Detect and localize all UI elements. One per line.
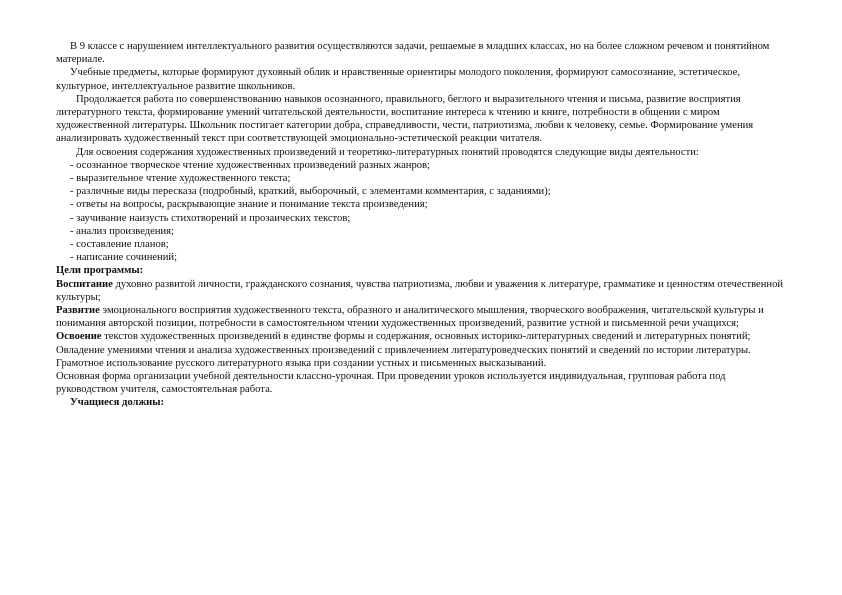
list-item: - осознанное творческое чтение художественных произведений разных жанров; (70, 159, 431, 171)
goal-term: Воспитание (56, 278, 113, 290)
intro-paragraph-2: Учебные предметы, которые формируют духовный облик и нравственные ориентиры молодого поколения, формируют самосознание, эстетическое, культурное, интеллектуальное развитие школьников. (56, 67, 740, 92)
list-item: - выразительное чтение художественного текста; (70, 173, 291, 185)
goal-text: эмоционального восприятия художественного текста, образного и аналитического мышления, творческого воображения, читательской культуры и понимания авторской позиции, потребности в самостоятельном чтении художественных произведений, развитие устной и письменной речи учащихся; (56, 305, 764, 330)
activities-list (56, 159, 786, 265)
list-item: - составление планов; (70, 239, 169, 251)
goal-term: Развитие (56, 305, 100, 317)
list-item: - ответы на вопросы, раскрывающие знание и понимание текста произведения; (70, 199, 428, 211)
list-item: - различные виды пересказа (подробный, краткий, выборочный, с элементами комментария, с заданиями); (70, 186, 551, 198)
goal-term: Освоение (56, 331, 102, 343)
document-page (56, 40, 786, 410)
goal-upbringing (56, 278, 786, 304)
intro-paragraph-1: В 9 классе с нарушением интеллектуального развития осуществляются задачи, решаемые в младших классах, но на более сложном речевом и понятийном материале. (56, 41, 770, 66)
goal-mastering (56, 330, 786, 343)
list-item: - заучивание наизусть стихотворений и прозаических текстов; (70, 212, 351, 224)
goals-heading: Цели программы: (56, 265, 144, 277)
intro-paragraph-3: Продолжается работа по совершенствованию навыков осознанного, правильного, беглого и выразительного чтения и письма, развитие восприятия литературного текста, формирование умений читательской деятельности, воспитание интереса к чтению и книге, потребности в общении с миром художественной литературы. Школьник постигает категории добра, справедливости, чести, патриотизма, любви к человеку, семье. Формирование умения анализировать художественный текст при соответствующей эмоционально-эстетической реакции читателя. (56, 93, 754, 145)
goal-text: духовно развитой личности, гражданского сознания, чувства патриотизма, любви и уважения к литературе, грамматике и ценностям отечественной культуры; (56, 278, 784, 303)
intro-paragraph-4: Для освоения содержания художественных произведений и теоретико-литературных понятий проводятся следующие виды деятельности: (76, 146, 699, 158)
goal-text: текстов художественных произведений в единстве формы и содержания, основных историко-литературных сведений и литературных понятий; (101, 331, 751, 343)
goal-development (56, 304, 786, 330)
list-item: - анализ произведения; (70, 225, 174, 237)
mastery-paragraph: Овладение умениями чтения и анализа художественных произведений с привлечением литературоведческих понятий и сведений по истории литературы. Грамотное использование русского литературного языка при создании устных и письменных высказываний. (56, 344, 751, 369)
students-heading: Учащиеся должны: (70, 397, 165, 409)
form-paragraph: Основная форма организации учебной деятельности классно-урочная. При проведении уроков используется индивидуальная, групповая работа под руководством учителя, самостоятельная работа. (56, 371, 726, 396)
list-item: - написание сочинений; (70, 252, 178, 264)
